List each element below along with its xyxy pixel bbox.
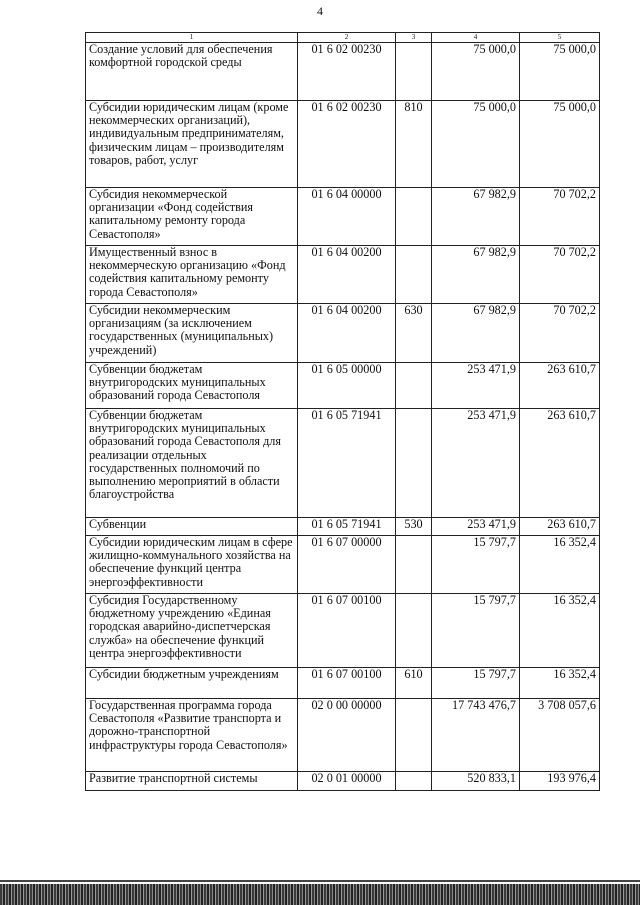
table-row — [86, 246, 600, 304]
row-target-code: 01 6 07 00100 — [298, 594, 396, 668]
table-row — [86, 101, 600, 188]
table-row — [86, 668, 600, 699]
row-expense-type — [396, 536, 432, 594]
row-amount-1: 75 000,0 — [432, 101, 520, 188]
column-header-5: 5 — [520, 33, 600, 43]
row-amount-2: 3 708 057,6 — [520, 699, 600, 772]
row-target-code: 01 6 02 00230 — [298, 101, 396, 188]
table-row — [86, 772, 600, 791]
column-header-1: 1 — [86, 33, 298, 43]
row-expense-type — [396, 699, 432, 772]
row-name: Субсидия Государственному бюджетному учреждению «Единая городская аварийно-диспетчерская служба» на обеспечение функций центра энергоэффективности — [86, 594, 298, 668]
row-expense-type: 630 — [396, 304, 432, 363]
column-header-4: 4 — [432, 33, 520, 43]
row-target-code: 01 6 05 00000 — [298, 363, 396, 409]
row-expense-type — [396, 246, 432, 304]
table-row — [86, 536, 600, 594]
table-row — [86, 363, 600, 409]
row-expense-type: 530 — [396, 518, 432, 536]
table-row — [86, 304, 600, 363]
row-expense-type — [396, 409, 432, 518]
row-target-code: 01 6 05 71941 — [298, 518, 396, 536]
row-amount-1: 15 797,7 — [432, 594, 520, 668]
row-expense-type — [396, 363, 432, 409]
table-row — [86, 188, 600, 246]
row-amount-2: 75 000,0 — [520, 101, 600, 188]
row-amount-1: 67 982,9 — [432, 304, 520, 363]
row-name: Субсидии некоммерческим организациям (за исключением государственных (муниципальных) учреждений) — [86, 304, 298, 363]
row-amount-2: 75 000,0 — [520, 43, 600, 101]
row-amount-2: 263 610,7 — [520, 363, 600, 409]
table-row — [86, 518, 600, 536]
row-target-code: 01 6 07 00100 — [298, 668, 396, 699]
row-name: Субсидии юридическим лицам в сфере жилищно-коммунального хозяйства на обеспечение функций центра энергоэффективности — [86, 536, 298, 594]
row-amount-1: 253 471,9 — [432, 518, 520, 536]
row-target-code: 01 6 04 00000 — [298, 188, 396, 246]
row-expense-type — [396, 43, 432, 101]
row-name: Создание условий для обеспечения комфортной городской среды — [86, 43, 298, 101]
row-amount-2: 70 702,2 — [520, 246, 600, 304]
row-amount-1: 17 743 476,7 — [432, 699, 520, 772]
row-amount-2: 70 702,2 — [520, 188, 600, 246]
row-name: Субвенции бюджетам внутригородских муниципальных образований города Севастополя — [86, 363, 298, 409]
row-amount-1: 520 833,1 — [432, 772, 520, 791]
budget-table — [85, 32, 600, 791]
row-amount-1: 253 471,9 — [432, 409, 520, 518]
row-name: Государственная программа города Севастополя «Развитие транспорта и дорожно-транспортной инфраструктуры города Севастополя» — [86, 699, 298, 772]
row-amount-2: 16 352,4 — [520, 536, 600, 594]
row-amount-2: 16 352,4 — [520, 594, 600, 668]
table-row — [86, 699, 600, 772]
row-expense-type — [396, 188, 432, 246]
row-name: Субсидия некоммерческой организации «Фонд содействия капитальному ремонту города Севастополя» — [86, 188, 298, 246]
row-expense-type: 810 — [396, 101, 432, 188]
row-amount-1: 67 982,9 — [432, 246, 520, 304]
table-row — [86, 409, 600, 518]
row-amount-1: 15 797,7 — [432, 536, 520, 594]
row-name: Субвенции — [86, 518, 298, 536]
row-name: Развитие транспортной системы — [86, 772, 298, 791]
row-name: Субсидии юридическим лицам (кроме некоммерческих организаций), индивидуальным предпринимателям, физическим лицам – производителям товаров, работ, услуг — [86, 101, 298, 188]
row-target-code: 01 6 04 00200 — [298, 304, 396, 363]
row-name: Субвенции бюджетам внутригородских муниципальных образований города Севастополя для реализации отдельных государственных полномочий по выполнению мероприятий в области благоустройства — [86, 409, 298, 518]
row-amount-2: 70 702,2 — [520, 304, 600, 363]
header-row — [86, 33, 600, 43]
row-amount-1: 75 000,0 — [432, 43, 520, 101]
row-amount-2: 263 610,7 — [520, 409, 600, 518]
row-amount-2: 16 352,4 — [520, 668, 600, 699]
row-expense-type — [396, 594, 432, 668]
scan-artifact-edge — [0, 884, 640, 905]
table-header — [86, 33, 600, 43]
page-number: 4 — [317, 4, 323, 18]
column-header-2: 2 — [298, 33, 396, 43]
table-row — [86, 43, 600, 101]
row-name: Имущественный взнос в некоммерческую организацию «Фонд содействия капитальному ремонту города Севастополя» — [86, 246, 298, 304]
row-amount-1: 15 797,7 — [432, 668, 520, 699]
row-amount-2: 193 976,4 — [520, 772, 600, 791]
row-amount-2: 263 610,7 — [520, 518, 600, 536]
scan-artifact-line — [0, 880, 640, 882]
row-amount-1: 253 471,9 — [432, 363, 520, 409]
row-target-code: 01 6 05 71941 — [298, 409, 396, 518]
table-row — [86, 594, 600, 668]
row-expense-type: 610 — [396, 668, 432, 699]
row-expense-type — [396, 772, 432, 791]
row-name: Субсидии бюджетным учреждениям — [86, 668, 298, 699]
row-target-code: 01 6 02 00230 — [298, 43, 396, 101]
row-amount-1: 67 982,9 — [432, 188, 520, 246]
row-target-code: 01 6 04 00200 — [298, 246, 396, 304]
row-target-code: 02 0 00 00000 — [298, 699, 396, 772]
row-target-code: 01 6 07 00000 — [298, 536, 396, 594]
column-header-3: 3 — [396, 33, 432, 43]
table-body — [86, 43, 600, 791]
row-target-code: 02 0 01 00000 — [298, 772, 396, 791]
